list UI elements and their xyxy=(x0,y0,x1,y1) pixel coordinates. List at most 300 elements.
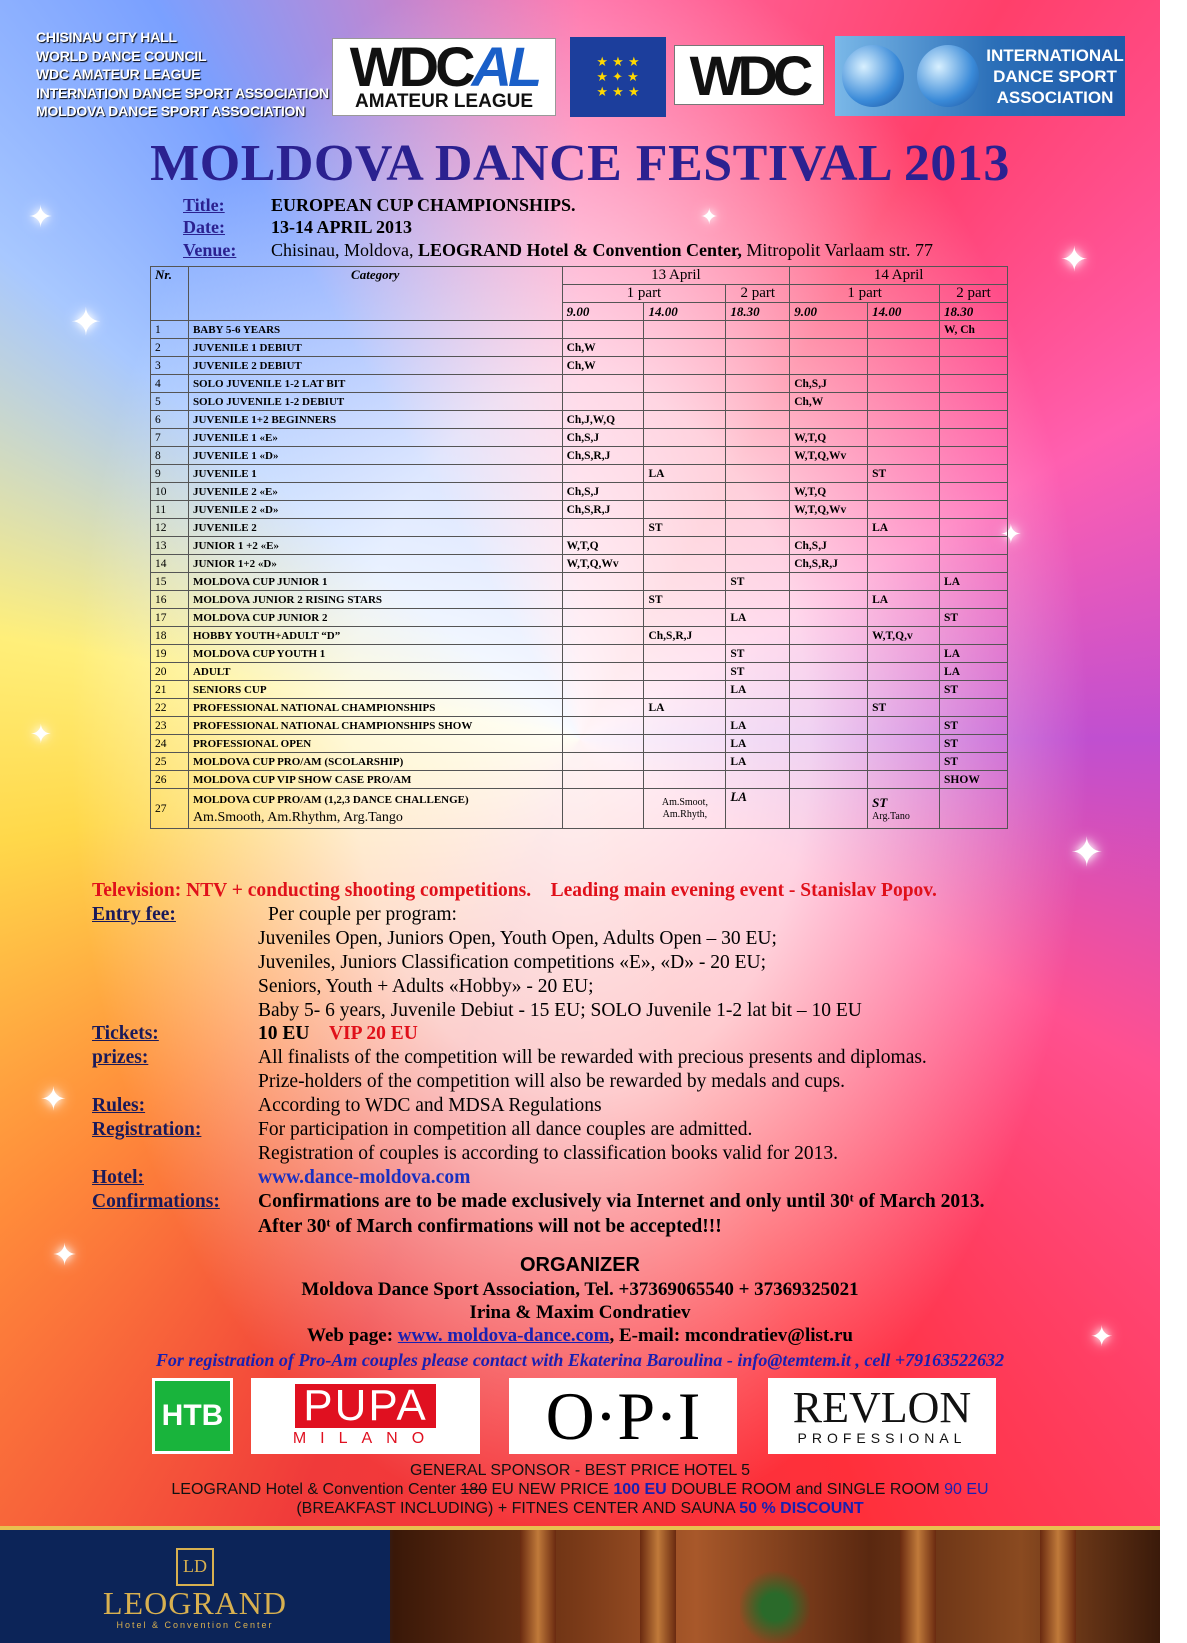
row-cell: W,T,Q,Wv xyxy=(790,501,868,519)
row-category: JUVENILE 1+2 BEGINNERS xyxy=(188,411,562,429)
prizes-line: All finalists of the competition will be rewarded with precious presents and diplomas. xyxy=(258,1047,927,1068)
row-cell xyxy=(562,753,644,771)
row-cell xyxy=(868,771,940,789)
row-cell: ST xyxy=(940,609,1008,627)
confirmations-line: After 30ᵗ of March confirmations will not be accepted!!! xyxy=(258,1216,722,1237)
entry-fee-line: Juveniles Open, Juniors Open, Youth Open, Adults Open – 30 EU; xyxy=(258,928,777,949)
row-cell xyxy=(644,393,726,411)
row-category: MOLDOVA CUP PRO/AM (SCOLARSHIP) xyxy=(188,753,562,771)
leogrand-logo xyxy=(0,1530,390,1643)
row-cell: ST xyxy=(644,519,726,537)
web-link[interactable]: www. moldova-dance.com xyxy=(397,1325,610,1346)
row-cell xyxy=(562,573,644,591)
row-category: JUVENILE 1 «D» xyxy=(188,447,562,465)
row-cell xyxy=(726,699,790,717)
row27-cell-line: Arg.Tano xyxy=(872,811,910,822)
hotel-name: LEOGRAND Hotel & Convention Center xyxy=(171,1481,461,1498)
row-cell xyxy=(726,501,790,519)
pupa-logo-sub: MILANO xyxy=(292,1430,439,1447)
schedule-body xyxy=(151,321,1008,829)
venue-hotel: LEOGRAND Hotel & Convention Center, xyxy=(418,240,742,260)
wdcal-logo-wdc: WDC xyxy=(349,35,472,98)
prizes-row xyxy=(92,1047,1092,1071)
hotel-link[interactable]: www.dance-moldova.com xyxy=(258,1167,471,1188)
row-nr: 5 xyxy=(151,393,189,411)
row-category: SOLO JUVENILE 1-2 DEBIUT xyxy=(188,393,562,411)
row-cell xyxy=(562,519,644,537)
organizer-email: , E-mail: mcondratiev@list.ru xyxy=(609,1325,853,1346)
row-cell xyxy=(726,429,790,447)
revlon-logo-sub: PROFESSIONAL xyxy=(797,1430,967,1446)
wdcal-logo-subtitle: AMATEUR LEAGUE xyxy=(354,91,534,112)
row-cell xyxy=(644,681,726,699)
sparkle-icon: ✦ xyxy=(700,205,719,230)
row-cell xyxy=(790,645,868,663)
table-row xyxy=(151,609,1008,627)
row-cell xyxy=(790,789,868,829)
row-cell xyxy=(940,591,1008,609)
tickets-price xyxy=(258,1023,418,1045)
table-row xyxy=(151,645,1008,663)
row-cell xyxy=(790,591,868,609)
row-category: ADULT xyxy=(188,663,562,681)
org-line: CHISINAU CITY HALL xyxy=(36,29,177,45)
entry-fee-line: Juveniles, Juniors Classification competitions «E», «D» - 20 EU; xyxy=(258,952,767,973)
row-cell xyxy=(644,411,726,429)
row-nr: 25 xyxy=(151,753,189,771)
header-day2: 14 April xyxy=(790,267,1008,285)
row-cell: W,T,Q,v xyxy=(868,627,940,645)
row-cell xyxy=(562,681,644,699)
row-category xyxy=(188,789,562,829)
row-cell xyxy=(726,483,790,501)
row-nr: 15 xyxy=(151,573,189,591)
row-nr: 11 xyxy=(151,501,189,519)
table-row xyxy=(151,375,1008,393)
row-cell: Ch,S,J xyxy=(790,537,868,555)
wdc-amateur-league-logo xyxy=(332,35,556,116)
row-cell xyxy=(868,375,940,393)
row-cell: Ch,S,R,J xyxy=(562,447,644,465)
row-cell: W,T,Q xyxy=(562,537,644,555)
table-row xyxy=(151,519,1008,537)
meta-date-row xyxy=(183,217,412,238)
registration-line: Registration of couples is according to classification books valid for 2013. xyxy=(258,1143,839,1164)
proam-registration-note: For registration of Pro-Am couples please contact with Ekaterina Baroulina - info@temtem.it , cell +79163522632 xyxy=(155,1350,1005,1370)
header-day2-part1: 1 part xyxy=(790,285,940,303)
row-cell: Ch,W xyxy=(790,393,868,411)
row27-category-line1: MOLDOVA CUP PRO/AM (1,2,3 DANCE CHALLENGE) xyxy=(192,793,469,806)
pupa-logo xyxy=(251,1378,480,1454)
table-row xyxy=(151,663,1008,681)
row-category: JUVENILE 2 «E» xyxy=(188,483,562,501)
row-cell xyxy=(726,321,790,339)
opi-logo: O·P·I xyxy=(509,1378,737,1454)
row-category: PROFESSIONAL NATIONAL CHAMPIONSHIPS xyxy=(188,699,562,717)
row-cell xyxy=(644,339,726,357)
row-cell xyxy=(868,537,940,555)
row-cell xyxy=(940,537,1008,555)
row-cell xyxy=(644,573,726,591)
row-cell xyxy=(790,465,868,483)
header-time: 14.00 xyxy=(644,303,726,321)
header-time: 14.00 xyxy=(868,303,940,321)
row-category: HOBBY YOUTH+ADULT “D” xyxy=(188,627,562,645)
row-cell: ST xyxy=(868,465,940,483)
christmas-tree xyxy=(740,1550,810,1643)
row-cell: W, Ch xyxy=(940,321,1008,339)
row-cell xyxy=(940,447,1008,465)
registration-label: Registration: xyxy=(92,1119,202,1140)
evening-event-text: Leading main evening event - Stanislav Popov. xyxy=(550,880,937,901)
row-cell xyxy=(726,447,790,465)
wdcal-logo-al: AL xyxy=(471,35,539,98)
row-cell xyxy=(726,411,790,429)
row-category: SOLO JUVENILE 1-2 LAT BIT xyxy=(188,375,562,393)
row-cell xyxy=(562,591,644,609)
table-row xyxy=(151,357,1008,375)
row-cell xyxy=(868,501,940,519)
meta-venue-row xyxy=(183,240,933,261)
row-cell xyxy=(562,789,644,829)
meta-venue-label: Venue: xyxy=(183,240,237,260)
table-row xyxy=(151,699,1008,717)
row-cell xyxy=(940,627,1008,645)
hotel-row xyxy=(92,1167,1092,1191)
row-cell xyxy=(790,699,868,717)
row-nr: 8 xyxy=(151,447,189,465)
row-cell xyxy=(726,465,790,483)
table-row xyxy=(151,789,1008,829)
row-cell: LA xyxy=(868,591,940,609)
row-cell xyxy=(562,465,644,483)
hotel-extras-line xyxy=(0,1500,1160,1518)
sparkle-icon: ✦ xyxy=(1070,830,1104,876)
row-nr: 20 xyxy=(151,663,189,681)
header-day1: 13 April xyxy=(562,267,790,285)
row-cell xyxy=(868,447,940,465)
meta-date-value: 13-14 APRIL 2013 xyxy=(271,217,413,237)
row-category: MOLDOVA CUP YOUTH 1 xyxy=(188,645,562,663)
prizes-row xyxy=(92,1071,1092,1095)
row-cell: Ch,S,R,J xyxy=(790,555,868,573)
row-cell xyxy=(790,573,868,591)
table-row xyxy=(151,681,1008,699)
row-nr: 4 xyxy=(151,375,189,393)
row-nr: 1 xyxy=(151,321,189,339)
entry-fee-label: Entry fee: xyxy=(92,904,176,925)
row-cell xyxy=(562,663,644,681)
row-cell xyxy=(940,465,1008,483)
row-cell xyxy=(940,339,1008,357)
room-text: DOUBLE ROOM and SINGLE ROOM xyxy=(666,1481,945,1498)
row-cell xyxy=(790,663,868,681)
new-price: 100 EU xyxy=(613,1481,667,1498)
row-cell: SHOW xyxy=(940,771,1008,789)
row-category: JUVENILE 1 «E» xyxy=(188,429,562,447)
row-cell: Ch,W xyxy=(562,357,644,375)
tv-line xyxy=(92,880,937,902)
web-label: Web page: xyxy=(307,1325,398,1346)
venue-street: Mitropolit Varlaam str. 77 xyxy=(741,240,933,260)
row-cell xyxy=(562,321,644,339)
general-sponsor-line: GENERAL SPONSOR - BEST PRICE HOTEL 5 xyxy=(410,1462,750,1479)
row-cell xyxy=(644,645,726,663)
row-cell xyxy=(940,519,1008,537)
row-cell xyxy=(562,645,644,663)
sparkle-icon: ✦ xyxy=(70,300,102,344)
globe-icon xyxy=(842,45,904,107)
meta-date-label: Date: xyxy=(183,217,225,237)
row-category: JUNIOR 1+2 «D» xyxy=(188,555,562,573)
row-cell xyxy=(790,735,868,753)
row-cell xyxy=(940,789,1008,829)
row-cell: W,T,Q,Wv xyxy=(790,447,868,465)
table-row xyxy=(151,411,1008,429)
entry-fee-row xyxy=(92,952,1092,976)
row-cell xyxy=(644,717,726,735)
row-cell xyxy=(790,519,868,537)
ntv-logo: НТВ xyxy=(152,1378,233,1454)
row-cell xyxy=(868,483,940,501)
organizer-names: Irina & Maxim Condratiev xyxy=(469,1302,691,1323)
row-cell xyxy=(644,555,726,573)
row-cell xyxy=(940,501,1008,519)
schedule-table xyxy=(150,266,1008,829)
row-cell xyxy=(726,375,790,393)
table-row xyxy=(151,537,1008,555)
org-line: MOLDOVA DANCE SPORT ASSOCIATION xyxy=(36,103,306,119)
row-cell: ST xyxy=(940,753,1008,771)
row-category: PROFESSIONAL OPEN xyxy=(188,735,562,753)
row-nr: 26 xyxy=(151,771,189,789)
row-cell xyxy=(790,339,868,357)
table-row xyxy=(151,735,1008,753)
row-cell xyxy=(868,573,940,591)
revlon-logo-text: REVLON xyxy=(792,1383,972,1432)
row-cell xyxy=(940,411,1008,429)
table-row xyxy=(151,447,1008,465)
extras-text: (BREAKFAST INCLUDING) + FITNES CENTER AND SAUNA xyxy=(296,1500,740,1517)
row-cell xyxy=(940,357,1008,375)
row-cell xyxy=(644,789,726,829)
row-category: JUVENILE 2 DEBIUT xyxy=(188,357,562,375)
leogrand-emblem-icon: LD xyxy=(176,1548,214,1586)
leogrand-sub: Hotel & Convention Center xyxy=(116,1619,274,1630)
tickets-row xyxy=(92,1023,1092,1047)
row-cell: LA xyxy=(644,465,726,483)
row-cell: LA xyxy=(940,645,1008,663)
row-category: MOLDOVA JUNIOR 2 RISING STARS xyxy=(188,591,562,609)
row-cell: ST xyxy=(868,699,940,717)
row-category: JUVENILE 2 «D» xyxy=(188,501,562,519)
row-cell: Ch,S,R,J xyxy=(562,501,644,519)
header-nr: Nr. xyxy=(151,267,189,321)
row-cell xyxy=(726,771,790,789)
row-cell xyxy=(868,645,940,663)
row-cell xyxy=(868,321,940,339)
confirmations-row xyxy=(92,1191,1132,1215)
row-cell: LA xyxy=(726,609,790,627)
row-cell xyxy=(790,753,868,771)
row-nr: 17 xyxy=(151,609,189,627)
row-cell xyxy=(940,429,1008,447)
row-cell xyxy=(868,717,940,735)
row-category: JUVENILE 2 xyxy=(188,519,562,537)
row-cell xyxy=(790,411,868,429)
pupa-logo-text: PUPA xyxy=(295,1384,436,1428)
header-category: Category xyxy=(188,267,562,321)
sparkle-icon: ✦ xyxy=(52,1238,78,1273)
meta-title-value: EUROPEAN CUP CHAMPIONSHIPS. xyxy=(271,195,576,215)
org-line: INTERNATION DANCE SPORT ASSOCIATION xyxy=(36,84,329,101)
row-nr: 12 xyxy=(151,519,189,537)
row-nr: 19 xyxy=(151,645,189,663)
meta-title-row xyxy=(183,195,576,216)
row-cell: LA xyxy=(644,699,726,717)
row-nr: 21 xyxy=(151,681,189,699)
table-row xyxy=(151,627,1008,645)
row-cell xyxy=(790,357,868,375)
row-cell: LA xyxy=(726,681,790,699)
table-row xyxy=(151,465,1008,483)
table-row xyxy=(151,753,1008,771)
row-cell xyxy=(644,663,726,681)
row-cell xyxy=(562,699,644,717)
confirmations-line: Confirmations are to be made exclusively via Internet and only until 30ᵗ of March 2013. xyxy=(258,1191,985,1212)
row-category: BABY 5-6 YEARS xyxy=(188,321,562,339)
org-line: WORLD DANCE COUNCIL xyxy=(36,47,207,64)
row-cell: Ch,S,J xyxy=(562,483,644,501)
row-cell xyxy=(868,789,940,829)
table-row xyxy=(151,483,1008,501)
venue-city: Chisinau, Moldova, xyxy=(271,240,418,260)
row-cell xyxy=(726,339,790,357)
org-line: WDC AMATEUR LEAGUE xyxy=(36,66,201,82)
row-nr: 27 xyxy=(151,789,189,829)
row-cell: LA xyxy=(726,753,790,771)
row-cell xyxy=(644,321,726,339)
row-cell xyxy=(644,357,726,375)
organizer-heading: ORGANIZER xyxy=(520,1254,640,1276)
row-cell: LA xyxy=(726,717,790,735)
row-category: MOLDOVA CUP JUNIOR 2 xyxy=(188,609,562,627)
row-cell xyxy=(562,393,644,411)
row-cell xyxy=(940,699,1008,717)
row-cell xyxy=(868,339,940,357)
row-category: JUVENILE 1 DEBIUT xyxy=(188,339,562,357)
sparkle-icon: ✦ xyxy=(1000,520,1022,550)
row-nr: 6 xyxy=(151,411,189,429)
prizes-label: prizes: xyxy=(92,1047,149,1068)
row-cell xyxy=(562,627,644,645)
row-cell: Ch,S,R,J xyxy=(644,627,726,645)
row-nr: 16 xyxy=(151,591,189,609)
row-category: PROFESSIONAL NATIONAL CHAMPIONSHIPS SHOW xyxy=(188,717,562,735)
registration-line: For participation in competition all dance couples are admitted. xyxy=(258,1119,753,1140)
row-nr: 13 xyxy=(151,537,189,555)
row-cell xyxy=(644,537,726,555)
row-cell: ST xyxy=(726,663,790,681)
header-day1-part1: 1 part xyxy=(562,285,726,303)
lobby-column xyxy=(900,1530,936,1643)
row-cell: LA xyxy=(726,789,790,829)
row-cell xyxy=(644,609,726,627)
row-cell: ST xyxy=(726,645,790,663)
row-cell: W,T,Q,Wv xyxy=(562,555,644,573)
row-cell xyxy=(726,591,790,609)
tv-text: Television: NTV + conducting shooting competitions. xyxy=(92,880,532,901)
table-row xyxy=(151,339,1008,357)
table-row xyxy=(151,429,1008,447)
row-nr: 9 xyxy=(151,465,189,483)
row-cell xyxy=(940,483,1008,501)
row-cell xyxy=(868,411,940,429)
row-cell xyxy=(940,375,1008,393)
row-cell: LA xyxy=(940,573,1008,591)
old-price: 180 xyxy=(460,1481,488,1498)
row-cell: LA xyxy=(868,519,940,537)
row-cell: ST xyxy=(644,591,726,609)
row-cell xyxy=(790,717,868,735)
sparkle-icon: ✦ xyxy=(40,1080,67,1118)
confirmations-row xyxy=(92,1216,1092,1240)
row-nr: 24 xyxy=(151,735,189,753)
row-nr: 2 xyxy=(151,339,189,357)
row27-cell-line: Am.Rhyth, xyxy=(662,808,708,820)
row-cell xyxy=(790,609,868,627)
globe-icon xyxy=(917,45,979,107)
row27-cell-line: ST xyxy=(872,795,888,810)
organizer-line: Moldova Dance Sport Association, Tel. +37369065540 + 37369325021 xyxy=(301,1279,859,1300)
row-nr: 18 xyxy=(151,627,189,645)
header-day1-part2: 2 part xyxy=(726,285,790,303)
table-row xyxy=(151,591,1008,609)
row-cell xyxy=(868,393,940,411)
row27-category-line2: Am.Smooth, Am.Rhythm, Arg.Tango xyxy=(192,809,403,825)
price-text: EU NEW PRICE xyxy=(487,1481,614,1498)
discount-text: 50 % DISCOUNT xyxy=(739,1500,864,1517)
row-category: JUVENILE 1 xyxy=(188,465,562,483)
row-cell xyxy=(726,537,790,555)
registration-row xyxy=(92,1119,1092,1143)
row-cell xyxy=(644,771,726,789)
row-cell: ST xyxy=(940,717,1008,735)
row-cell xyxy=(868,555,940,573)
row-cell xyxy=(644,429,726,447)
header-day2-part2: 2 part xyxy=(940,285,1008,303)
row-cell xyxy=(868,609,940,627)
confirmations-label: Confirmations: xyxy=(92,1191,220,1212)
tickets-label: Tickets: xyxy=(92,1023,159,1044)
row-nr: 7 xyxy=(151,429,189,447)
row-cell xyxy=(868,429,940,447)
organizer-web-row xyxy=(0,1325,1160,1347)
table-row xyxy=(151,555,1008,573)
row-cell xyxy=(726,555,790,573)
prizes-line: Prize-holders of the competition will also be rewarded by medals and cups. xyxy=(258,1071,845,1092)
row-cell xyxy=(562,375,644,393)
row-category: JUNIOR 1 +2 «E» xyxy=(188,537,562,555)
row-cell: W,T,Q xyxy=(790,483,868,501)
row27-cell-line: Am.Smoot, xyxy=(661,796,708,808)
vip-price: VIP 20 EU xyxy=(328,1023,418,1044)
row-cell xyxy=(644,447,726,465)
row-cell: Ch,S,J xyxy=(562,429,644,447)
table-row xyxy=(151,573,1008,591)
eu-stars-logo: ★ ★ ★ ★ ✦ ★ ★ ★ ★ xyxy=(570,37,666,117)
organizations-list xyxy=(36,28,329,121)
